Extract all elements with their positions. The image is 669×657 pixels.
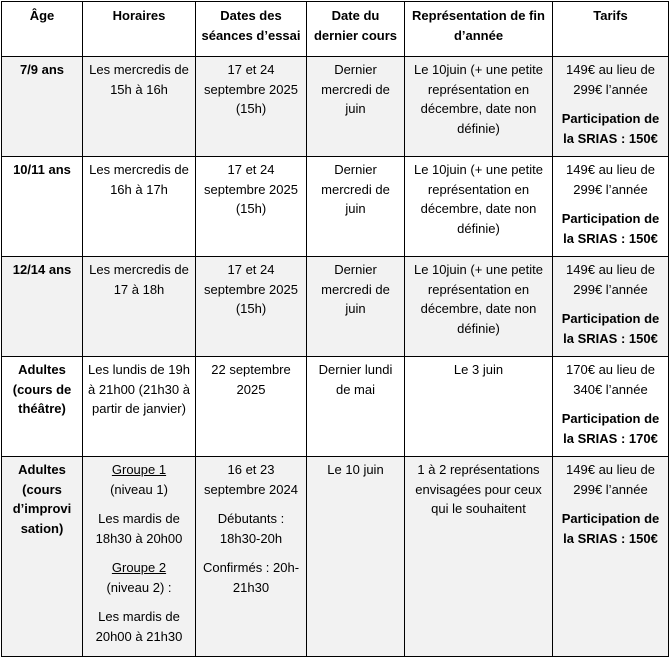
cell-tarifs <box>553 157 669 257</box>
tarif-srias: Participation de la SRIAS : 150€ <box>561 211 660 246</box>
cell-dates: 17 et 24 septembre 2025 (15h) <box>196 157 307 257</box>
groupe1-title: Groupe 1 <box>111 462 167 477</box>
cell-representation: Le 10juin (+ une petite représentation en décembre, date non définie) <box>405 157 553 257</box>
cell-tarifs <box>553 257 669 357</box>
dates-debutants: Débutants : 18h30-20h <box>217 511 285 546</box>
header-dernier: Date du dernier cours <box>307 2 405 57</box>
cell-representation: Le 10juin (+ une petite représentation en décembre, date non définie) <box>405 257 553 357</box>
cell-dates: 17 et 24 septembre 2025 (15h) <box>196 257 307 357</box>
cell-representation: Le 3 juin <box>405 357 553 457</box>
cell-representation: Le 10juin (+ une petite représentation en décembre, date non définie) <box>405 57 553 157</box>
cell-age: 7/9 ans <box>2 57 83 157</box>
cell-tarifs <box>553 57 669 157</box>
table-row <box>2 257 669 357</box>
header-row <box>2 2 669 57</box>
cell-dates <box>196 457 307 657</box>
table-row <box>2 457 669 657</box>
tarif-price: 149€ au lieu de 299€ l’année <box>566 462 655 497</box>
header-age: Âge <box>2 2 83 57</box>
tarif-srias: Participation de la SRIAS : 150€ <box>561 311 660 346</box>
groupe2-title: Groupe 2 <box>111 560 167 575</box>
cell-tarifs <box>553 357 669 457</box>
header-representation: Représentation de fin d’année <box>405 2 553 57</box>
cell-dates: 22 septembre 2025 <box>196 357 307 457</box>
cell-age: 12/14 ans <box>2 257 83 357</box>
cell-dernier: Dernier lundi de mai <box>307 357 405 457</box>
cell-horaires: Les mercredis de 15h à 16h <box>83 57 196 157</box>
tarif-price: 149€ au lieu de 299€ l’année <box>566 162 655 197</box>
dates-confirmes: Confirmés : 20h-21h30 <box>202 560 300 595</box>
cell-tarifs <box>553 457 669 657</box>
table-row <box>2 357 669 457</box>
table-row <box>2 57 669 157</box>
groupe1-level: (niveau 1) <box>110 481 168 497</box>
cell-dernier: Dernier mercredi de juin <box>307 157 405 257</box>
cell-horaires <box>83 457 196 657</box>
cell-dernier: Dernier mercredi de juin <box>307 57 405 157</box>
header-horaires: Horaires <box>83 2 196 57</box>
cell-dernier: Dernier mercredi de juin <box>307 257 405 357</box>
groupe1-time: Les mardis de 18h30 à 20h00 <box>95 511 183 546</box>
dates-main: 16 et 23 septembre 2024 <box>204 462 298 497</box>
groupe2-time: Les mardis de 20h00 à 21h30 <box>95 609 183 644</box>
header-tarifs: Tarifs <box>553 2 669 57</box>
schedule-table <box>1 1 669 657</box>
table-row <box>2 157 669 257</box>
header-dates: Dates des séances d’essai <box>196 2 307 57</box>
tarif-price: 149€ au lieu de 299€ l’année <box>566 62 655 97</box>
cell-age: 10/11 ans <box>2 157 83 257</box>
tarif-srias: Participation de la SRIAS : 170€ <box>561 411 660 446</box>
cell-dates: 17 et 24 septembre 2025 (15h) <box>196 57 307 157</box>
cell-representation: 1 à 2 représentations envisagées pour ceux qui le souhaitent <box>405 457 553 657</box>
tarif-srias: Participation de la SRIAS : 150€ <box>561 511 660 546</box>
cell-horaires: Les mercredis de 16h à 17h <box>83 157 196 257</box>
tarif-srias: Participation de la SRIAS : 150€ <box>561 111 660 146</box>
tarif-price: 149€ au lieu de 299€ l’année <box>566 262 655 297</box>
cell-horaires: Les lundis de 19h à 21h00 (21h30 à partir de janvier) <box>83 357 196 457</box>
cell-age: Adultes (cours de théâtre) <box>2 357 83 457</box>
tarif-price: 170€ au lieu de 340€ l’année <box>566 362 655 397</box>
cell-horaires: Les mercredis de 17 à 18h <box>83 257 196 357</box>
cell-age: Adultes (cours d’improvi sation) <box>2 457 83 657</box>
cell-dernier: Le 10 juin <box>307 457 405 657</box>
groupe2-level: (niveau 2) : <box>106 579 172 595</box>
